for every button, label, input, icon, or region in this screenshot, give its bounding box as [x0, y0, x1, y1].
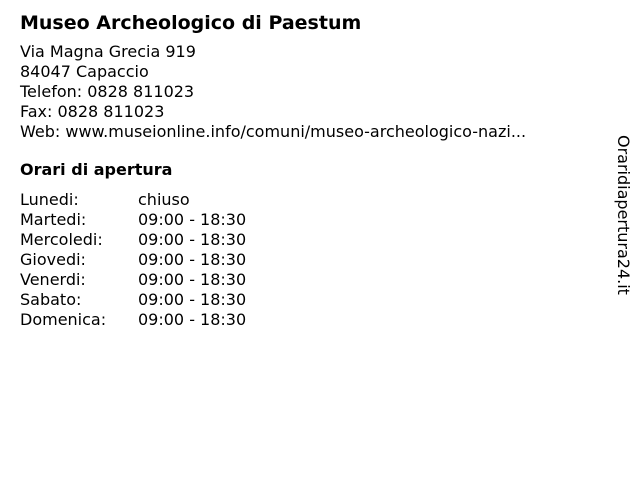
- phone-line: Telefon: 0828 811023: [20, 82, 195, 101]
- time-value: 09:00 - 18:30: [138, 210, 247, 229]
- day-label: Domenica:: [20, 310, 107, 329]
- day-label: Giovedi:: [20, 250, 86, 269]
- time-value: chiuso: [138, 190, 190, 209]
- hours-row-thursday: [20, 250, 600, 270]
- place-details: [20, 42, 600, 142]
- opening-hours-title: Orari di apertura: [20, 160, 173, 179]
- time-value: 09:00 - 18:30: [138, 290, 247, 309]
- address-line-2: 84047 Capaccio: [20, 62, 149, 81]
- day-label: Sabato:: [20, 290, 82, 309]
- time-value: 09:00 - 18:30: [138, 310, 247, 329]
- day-label: Venerdi:: [20, 270, 86, 289]
- day-label: Martedi:: [20, 210, 87, 229]
- hours-row-sunday: [20, 310, 600, 330]
- time-value: 09:00 - 18:30: [138, 250, 247, 269]
- hours-row-monday: [20, 190, 600, 210]
- place-title: Museo Archeologico di Paestum: [20, 12, 362, 34]
- day-label: Mercoledi:: [20, 230, 103, 249]
- address-line-1: Via Magna Grecia 919: [20, 42, 196, 61]
- hours-row-wednesday: [20, 230, 600, 250]
- time-value: 09:00 - 18:30: [138, 270, 247, 289]
- fax-line: Fax: 0828 811023: [20, 102, 165, 121]
- place-card: [20, 10, 600, 330]
- time-value: 09:00 - 18:30: [138, 230, 247, 249]
- hours-row-tuesday: [20, 210, 600, 230]
- hours-row-friday: [20, 270, 600, 290]
- web-link[interactable]: Web: www.museionline.info/comuni/museo-archeologico-nazi...: [20, 122, 527, 141]
- site-brand-vertical: Oraridiapertura24.it: [614, 135, 633, 295]
- opening-hours-table: [20, 190, 600, 330]
- day-label: Lunedi:: [20, 190, 79, 209]
- hours-row-saturday: [20, 290, 600, 310]
